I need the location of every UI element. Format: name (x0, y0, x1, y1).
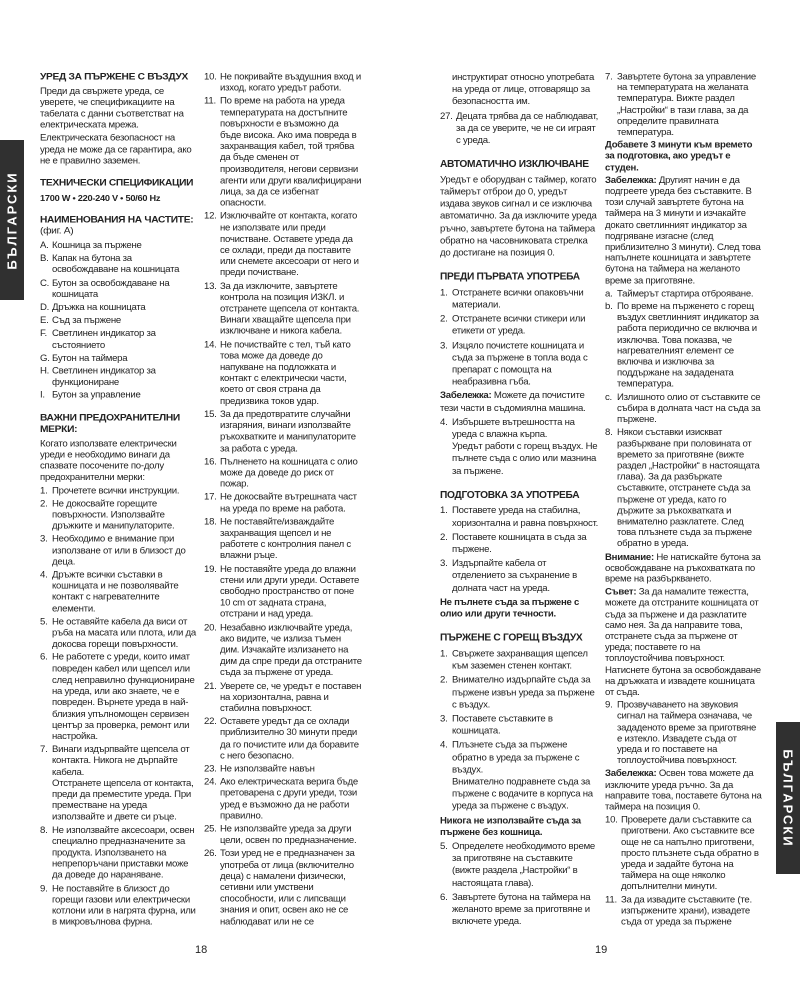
list-item (40, 745, 198, 824)
list-marker: 27. (440, 110, 453, 122)
list-marker: 3. (440, 558, 448, 570)
list-text-part: Избършете вътрешността на уреда с влажна кърпа. (452, 417, 575, 441)
list-marker: 4. (440, 417, 448, 429)
list-marker: 1. (440, 505, 448, 517)
list-marker: 2. (40, 499, 48, 510)
list-marker: 16. (204, 456, 217, 467)
section-title-preparation: ПОДГОТОВКА ЗА УПОТРЕБА (440, 489, 580, 501)
list-item (204, 96, 362, 209)
list-item (440, 558, 598, 595)
list-item (40, 825, 198, 881)
list-marker: 23. (204, 763, 217, 775)
list-item (204, 492, 362, 515)
list-text: Отстранете всички опаковъчни материали. (452, 287, 584, 311)
list-text: Проверете дали съставките са приготвени. Ако съставките все още не са напълно приготвени, просто плъзнете съда обратно в уреда и задайте бутона на таймера на още няколко допълнителни минути. (621, 815, 759, 893)
list-text-part: Внимателно подравнете съда за пържене с водачите в корпуса на уреда за пържене с въздух. (452, 776, 593, 812)
list-marker: 5. (40, 617, 48, 628)
list-item (40, 570, 198, 615)
list-text: Не почиствайте с тел, тъй като това може да доведе до напукване на подложката и контакт с електрически части, което от своя страна да предизвика токов удар. (220, 339, 351, 407)
list-text: За да извадите съставките (те. изпържените храни), извадете съда от уреда за пържене (621, 895, 752, 928)
list-marker: A. (40, 240, 49, 251)
list-text: Определете необходимото време за приготвяне на съставките (вижте раздела „Настройки“ в настоящата глава). (452, 841, 596, 889)
list-item (605, 289, 763, 300)
side-tab-label: БЪЛГАРСКИ (780, 748, 796, 848)
list-text: Изцяло почистете кошницата и съда за пържене в топла вода с препарат с помощта на неабразивна гъба. (452, 340, 588, 388)
list-marker: b. (605, 301, 613, 312)
list-item (40, 653, 198, 743)
list-text: Светлинен индикатор за функциониране (52, 366, 156, 388)
list-item (440, 532, 598, 556)
list-marker: H. (40, 366, 50, 377)
list-text: Не покривайте въздушния вход и изход, когато уредът работи. (220, 72, 361, 94)
section-title-air-fryer: УРЕД ЗА ПЪРЖЕНЕ С ВЪЗДУХ (40, 72, 189, 83)
note-text: Не натискайте бутона за освобождаване на ръкохватката по време на разбъркването. (605, 552, 761, 585)
note (440, 391, 598, 415)
list-text: Поставете съставките в кошницата. (452, 713, 553, 737)
list-item (40, 316, 198, 327)
note-text: Освен това можете да изключите уреда ръчно. За да направите това, поставете бутона на таймера на позиция 0. (605, 768, 762, 813)
list-marker: 25. (204, 824, 217, 835)
list-marker: 9. (605, 700, 613, 711)
list-marker: 4. (440, 739, 448, 751)
column-1 (40, 72, 198, 930)
note-label: Съвет: (605, 587, 637, 598)
section-title-safety: ВАЖНИ ПРЕДОХРАНИТЕЛНИ МЕРКИ: (40, 413, 180, 435)
list-item (40, 535, 198, 569)
list-text: Капак на бутона за освобождаване на кошницата (52, 253, 180, 276)
list-marker: a. (605, 288, 613, 299)
list-marker: 14. (204, 339, 217, 350)
note (605, 176, 763, 287)
list-text (52, 745, 198, 824)
list-item (204, 281, 362, 338)
list-text: Незабавно изключвайте уреда, ако видите, че излиза тъмен дим. Изчакайте излизането на дим да спре преди да отстраните съда за пържене от уреда. (220, 622, 362, 679)
list-marker: 15. (204, 409, 217, 420)
column-4 (605, 72, 763, 930)
safety-list-continued (204, 72, 362, 928)
list-item (605, 428, 763, 550)
list-text: Завъртете бутона на таймера на желаното време за приготвяне и включете уреда. (452, 891, 591, 928)
list-marker: 10. (204, 72, 217, 83)
list-text: Пълненето на кошницата с олио може да доведе до риск от пожар. (220, 456, 358, 490)
language-side-tab-right (776, 722, 800, 874)
list-marker: c. (605, 392, 612, 403)
list-text: Издърпайте кабела от отделението за съхранение в долната част на уреда. (452, 558, 578, 594)
list-item (40, 617, 198, 651)
list-marker: 19. (204, 564, 217, 575)
list-item (204, 777, 362, 822)
paragraph: Когато използвате електрически уреди е необходимо винаги да спазвате посочените по-долу предохранителни мерки: (40, 439, 177, 483)
list-text: Не оставяйте кабела да виси от ръба на масата или плота, или да докосва горещи повърхности. (52, 617, 196, 650)
list-text-part: Отстранете щепсела от контакта, преди да преместите уреда. При преместване на уреда използвайте и двете си ръце. (52, 778, 194, 823)
list-item (440, 111, 598, 148)
list-text: Не докосвайте горещите повърхности. Използвайте дръжките и манипулаторите. (52, 499, 175, 532)
list-item (605, 815, 763, 893)
list-marker: 12. (204, 211, 217, 222)
list-marker: 18. (204, 516, 217, 528)
list-item (204, 212, 362, 280)
list-marker: 11. (204, 96, 216, 107)
list-text: Бутон на таймера (52, 353, 128, 364)
list-marker: 2. (440, 674, 448, 686)
list-item (40, 278, 198, 301)
note-label: Внимание: (605, 552, 654, 563)
list-text: По време на работа на уреда температурата на достъпните повърхности е възможно да бъде висока. Ако има повреда в захранващия кабел, той трябва да бъде сменен от производителя, негови сервизни агенти или други квалифицирани лица, за да се избегнат опасности. (220, 96, 362, 209)
list-marker: 6. (40, 652, 48, 663)
list-text: Дръжте всички съставки в кошницата и не позволявайте контакт с нагревателните елементи. (52, 570, 179, 615)
list-marker: 3. (440, 713, 448, 725)
list-item (440, 505, 598, 529)
list-marker: 5. (440, 841, 448, 853)
parts-list (40, 241, 198, 402)
list-marker: F. (40, 328, 47, 340)
list-marker: B. (40, 253, 49, 265)
list-item (605, 72, 763, 139)
page-number-right: 19 (595, 944, 608, 956)
list-marker: 26. (204, 848, 217, 859)
list-marker: C. (40, 278, 50, 289)
list-marker: 17. (204, 492, 217, 503)
list-item (440, 841, 598, 890)
list-text-part: Винаги издърпвайте щепсела от контакта. Никога не дърпайте кабела. (52, 744, 190, 778)
list-item (204, 340, 362, 408)
section-title-before-first-use: ПРЕДИ ПЪРВАТА УПОТРЕБА (440, 271, 580, 283)
list-item (204, 717, 362, 762)
list-text: Поставете кошницата в съда за пържене. (452, 531, 587, 555)
note-label: Забележка: (605, 175, 657, 186)
list-item (204, 623, 362, 680)
list-item (40, 254, 198, 277)
list-text: Този уред не е предназначен за употреба от лица (включително деца) с намалени физически, сетивни или умствени способности, или с липсващи знания и опит, освен ако не се наблюдават или не се (220, 848, 355, 927)
note-text: За да намалите тежестта, можете да отстраните кошницата от съда за пържене и да разклатите само нея. За да направите това, отстранете съда за пържене от уреда; поставете го на топлоустойчива повърхност. Натиснете бутона за освобождаване на дръжката и извадете кошницата от съда. (605, 587, 761, 698)
note-label: Забележка: (605, 768, 657, 780)
section-title-tech-specs: ТЕХНИЧЕСКИ СПЕЦИФИКАЦИИ (40, 178, 194, 189)
list-item (204, 764, 362, 775)
list-item (605, 393, 763, 426)
safety-list (40, 486, 198, 929)
column-3 (440, 72, 598, 930)
list-marker: 7. (40, 744, 48, 755)
list-marker: 22. (204, 716, 217, 728)
attention-note (605, 552, 763, 585)
list-marker: 8. (40, 825, 48, 836)
list-marker: 3. (40, 534, 48, 545)
list-marker: 4. (40, 570, 48, 581)
note (605, 769, 763, 814)
warning-text: Никога не използвайте съда за пържене без кошница. (440, 814, 581, 838)
bold-instruction: Добавете 3 минути към времето за подготовка, ако уредът е студен. (605, 140, 753, 173)
section-title-hot-air-frying: ПЪРЖЕНЕ С ГОРЕЩ ВЪЗДУХ (440, 633, 583, 644)
list-text: Не използвайте навън (220, 763, 315, 775)
list-marker: 1. (40, 485, 48, 497)
list-text: Не поставяйте уреда до влажни стени или други уреди. Оставете свободно пространство от поне 10 cm от задната страна, отстрани и над уреда. (220, 564, 360, 620)
language-side-tab-left (0, 140, 24, 300)
list-text: Бутон за управление (52, 390, 141, 401)
list-item (40, 499, 198, 533)
list-item (204, 849, 362, 928)
list-text: Таймерът стартира отброяване. (617, 288, 754, 299)
list-text: Оставете уредът да се охлади приблизително 30 минути преди да го почистите или да боравите с него безопасно. (220, 716, 359, 762)
list-marker: D. (40, 302, 50, 313)
list-item (204, 564, 362, 621)
list-item (40, 329, 198, 352)
list-text: За да изключите, завъртете контрола на позиция ИЗКЛ. и отстранете щепсела от контакта. Винаги хващайте щепсела при изключване и никога кабела. (220, 281, 360, 337)
list-item (204, 517, 362, 562)
list-text: Уверете се, че уредът е поставен на хоризонтална, равна и стабилна повърхност. (220, 681, 362, 714)
list-text: Не поставяйте в близост до горещи газови или електрически котлони или в нагрята фурна, или в микровълнова фурна. (52, 883, 196, 928)
list-text-part: Уредът работи с горещ въздух. Не пълнете съда с олио или мазнина за пържене. (452, 441, 598, 477)
list-item (40, 366, 198, 389)
list-text: Бутон за освобождаване на кошницата (52, 278, 170, 300)
note-text: Можете да почистите тези части в съдомиялна машина. (440, 390, 586, 414)
list-text: Необходимо е внимание при използване от или в близост до деца. (52, 534, 186, 568)
paragraph: Преди да свържете уреда, се уверете, че спецификациите на табелата с данни съответстват на електрическата мрежа. (40, 86, 184, 131)
list-text-part: Плъзнете съда за пържене обратно в уреда за пържене с въздух. (452, 739, 580, 776)
list-item (440, 675, 598, 712)
list-item (204, 410, 362, 455)
list-text: Някои съставки изискват разбъркване при половината от времето за приготвяне (вижте раздел „Настройки“ в настоящата глава). За да разбъркате съставките, отстранете съда за пържене от уреда, като го държите за ръкохватката и внимателно разклатете. След това плъзнете съда за пържене обратно в уреда. (617, 427, 760, 550)
section-title-parts (40, 215, 198, 238)
list-item (204, 457, 362, 491)
list-text: Свържете захранващия щепсел към заземен стенен контакт. (452, 648, 588, 672)
list-item (440, 892, 598, 929)
list-item (40, 486, 198, 497)
list-marker: 13. (204, 281, 217, 292)
list-marker: 21. (204, 681, 217, 692)
tip-note (605, 587, 763, 698)
list-text: Не работете с уреди, които имат повреден кабел или щепсел или след неправилно функциониране на уреда, или ако знаете, че е повреден. Върнете уреда в най-близкия упълномощен сервизен център за проверка, ремонт или настройка. (52, 652, 195, 742)
list-marker: 1. (440, 648, 448, 660)
continued-text: инструктират относно употребата на уреда от лице, отговарящо за безопасността им. (452, 72, 595, 108)
list-item (40, 241, 198, 252)
list-text: Прозвучаването на звуковия сигнал на таймера означава, че зададеното време за приготвяне е изтекло. Извадете съда от уреда и го поставете на топлоустойчива повърхност. (617, 700, 757, 767)
list-marker: E. (40, 315, 49, 326)
list-text: Ако електрическата верига бъде претоварена с други уреди, този уред е възможно да не работи правилно. (220, 777, 358, 822)
list-item (440, 340, 598, 389)
list-text (452, 740, 598, 813)
parts-fig-ref: (фиг. A) (40, 226, 74, 237)
warning-text: Не пълнете съда за пържене с олио или други течности. (440, 596, 580, 620)
list-text: Дръжка на кошницата (52, 302, 146, 313)
list-text: Съд за пържене (52, 315, 122, 326)
list-item (440, 713, 598, 737)
list-text: Не използвайте аксесоари, освен специално предназначените за продукта. Използването на непрепоръчани приставки може да доведе до нараняване. (52, 825, 195, 881)
list-item (440, 740, 598, 813)
paragraph: Електрическата безопасност на уреда не може да се гарантира, ако не е правилно заземен. (40, 133, 192, 166)
list-item (440, 417, 598, 478)
list-item (204, 681, 362, 715)
list-text: Децата трябва да се наблюдават, за да се уверите, че не си играят с уреда. (456, 110, 599, 146)
list-item (40, 353, 198, 364)
list-marker: 2. (440, 313, 448, 325)
list-item (40, 391, 198, 402)
list-marker: 1. (440, 287, 448, 299)
section-title-auto-off: АВТОМАТИЧНО ИЗКЛЮЧВАНЕ (440, 159, 589, 170)
list-text: Внимателно издърпайте съда за пържене извън уреда за пържене с въздух. (452, 674, 595, 711)
list-text: По време на пърженето с горещ въздух светлинният индикатор за работа периодично се включва и изключва. Това показва, че нагревателният елемент се включва и изключва за поддържане на зададената температура. (617, 301, 759, 390)
parts-title-text: НАИМЕНОВАНИЯ НА ЧАСТИТЕ: (40, 214, 194, 225)
list-text: Поставете уреда на стабилна, хоризонтална и равна повърхност. (452, 505, 599, 529)
note-label: Забележка: (440, 390, 492, 402)
list-item (40, 883, 198, 928)
list-text: Прочетете всички инструкции. (52, 485, 180, 497)
list-text: Не докосвайте вътрешната част на уреда по време на работа. (220, 492, 357, 515)
list-item (605, 895, 763, 928)
list-text (452, 417, 598, 478)
list-marker: 2. (440, 531, 448, 543)
list-marker: 10. (605, 815, 618, 826)
list-item (440, 287, 598, 311)
list-item (204, 72, 362, 95)
paragraph: Уредът е оборудван с таймер, когато таймерът отброи до 0, уредът издава звуков сигнал и се изключва автоматично. За да изключите уреда ръчно, завъртете бутона на таймера обратно на часовниковата стрелка до достигане на позиция 0. (440, 174, 597, 259)
list-marker: 11. (605, 895, 617, 906)
list-text: За да предотвратите случайни изгаряния, винаги използвайте ръкохватките и манипулаторите за работа с уреда. (220, 409, 356, 454)
list-text: Изключвайте от контакта, когато не използвате или преди почистване. Оставете уреда да се охлади, преди да поставите или снемете аксесоари от него и преди почистване. (220, 211, 359, 279)
list-item (440, 314, 598, 338)
list-text: Завъртете бутона за управление на температурата на желаната температура. Вижте раздел „Настройки“ в тази глава, за да определите правилната температура. (617, 72, 756, 138)
list-item (605, 302, 763, 391)
list-text: Отстранете всички стикери или етикети от уреда. (452, 313, 586, 337)
list-marker: G. (40, 353, 50, 364)
list-item (605, 700, 763, 767)
list-marker: 20. (204, 622, 217, 633)
list-marker: 7. (605, 72, 613, 83)
list-marker: 6. (440, 891, 448, 903)
side-tab-label: БЪЛГАРСКИ (4, 170, 20, 270)
list-text: Излишното олио от съставките се събира в долната част на съда за пържене. (617, 392, 761, 425)
list-marker: 3. (440, 340, 448, 351)
list-item (440, 649, 598, 673)
page-number-left: 18 (195, 944, 208, 956)
list-text: Светлинен индикатор за състоянието (52, 328, 156, 351)
list-marker: 9. (40, 883, 48, 894)
list-text: Не използвайте уреда за други цели, освен по предназначение. (220, 824, 357, 846)
note-text: Другият начин е да подгреете уреда без съставките. В този случай завъртете бутона на таймера на 3 минути и изчакайте докато светлинният индикатор за подгряване изгасне (след приблизително 3 минути). След това напълнете кошницата и завъртете бутона на таймера на желаното време за приготвяне. (605, 175, 761, 286)
list-text: Кошница за пържене (52, 240, 142, 251)
tech-spec-value: 1700 W • 220-240 V • 50/60 Hz (40, 193, 161, 203)
list-marker: 8. (605, 427, 613, 438)
list-item (40, 303, 198, 314)
list-marker: I. (40, 390, 45, 401)
list-text: Не поставяйте/изваждайте захранващия щепсел и не работете с контролния панел с влажни ръце. (220, 516, 351, 562)
list-item (204, 824, 362, 847)
list-marker: 24. (204, 777, 217, 788)
column-2 (204, 72, 362, 930)
